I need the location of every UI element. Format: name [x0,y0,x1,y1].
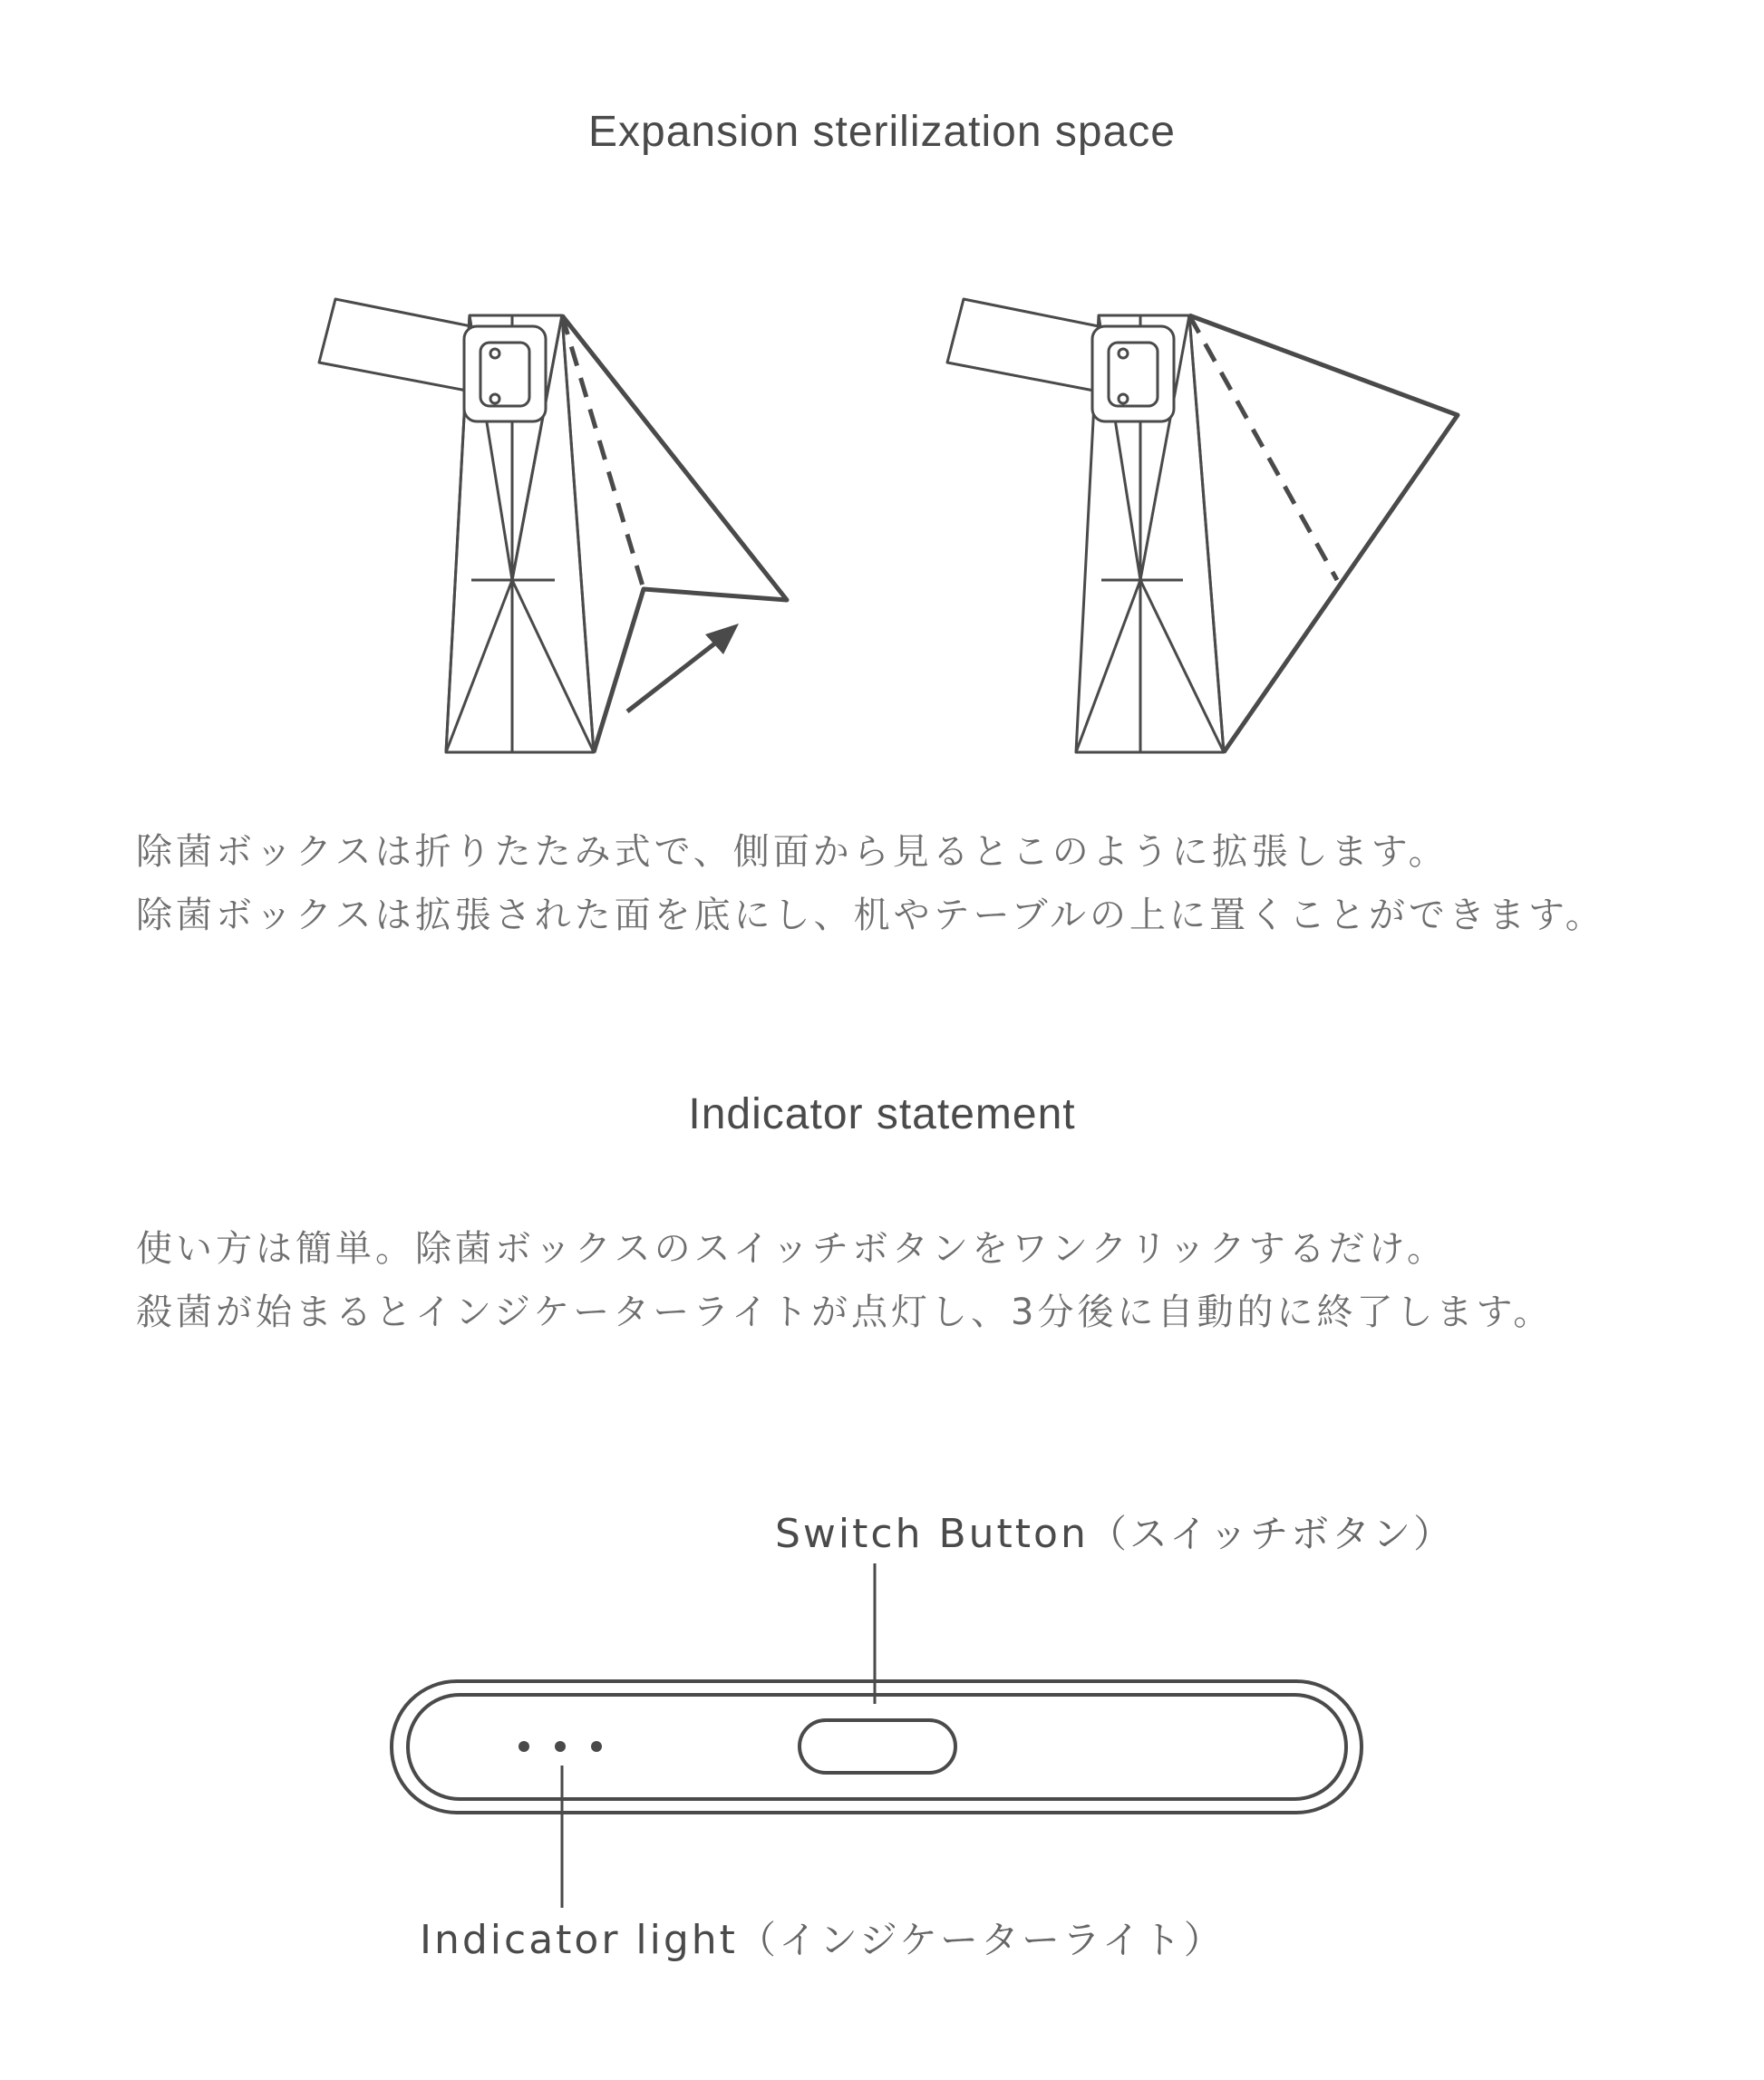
indicator-line-2: 殺菌が始まるとインジケーターライトが点灯し、3分後に自動的に終了します。 [136,1292,1554,1333]
indicator-light-dots [519,1741,602,1752]
indicator-light-label-en: Indicator light [420,1917,738,1963]
expansion-line-2: 除菌ボックスは拡張された面を底にし、机やテーブルの上に置くことができます。 [136,895,1605,936]
indicator-light-label [420,1911,1225,1965]
switch-button-label-en: Switch Button [775,1511,1089,1557]
switch-button-label-ja: （スイッチボタン） [1088,1512,1455,1556]
expansion-line-1: 除菌ボックスは折りたたみ式で、側面から見るとこのように拡張します。 [136,831,1449,873]
indicator-section-title: Indicator statement [688,1090,1076,1138]
indicator-light-label-ja: （インジケーターライト） [737,1918,1225,1962]
switch-button-shape [800,1720,955,1773]
indicator-line-1: 使い方は簡単。除菌ボックスのスイッチボタンをワンクリックするだけ。 [136,1228,1447,1270]
expansion-section-title: Expansion sterilization space [587,108,1176,156]
